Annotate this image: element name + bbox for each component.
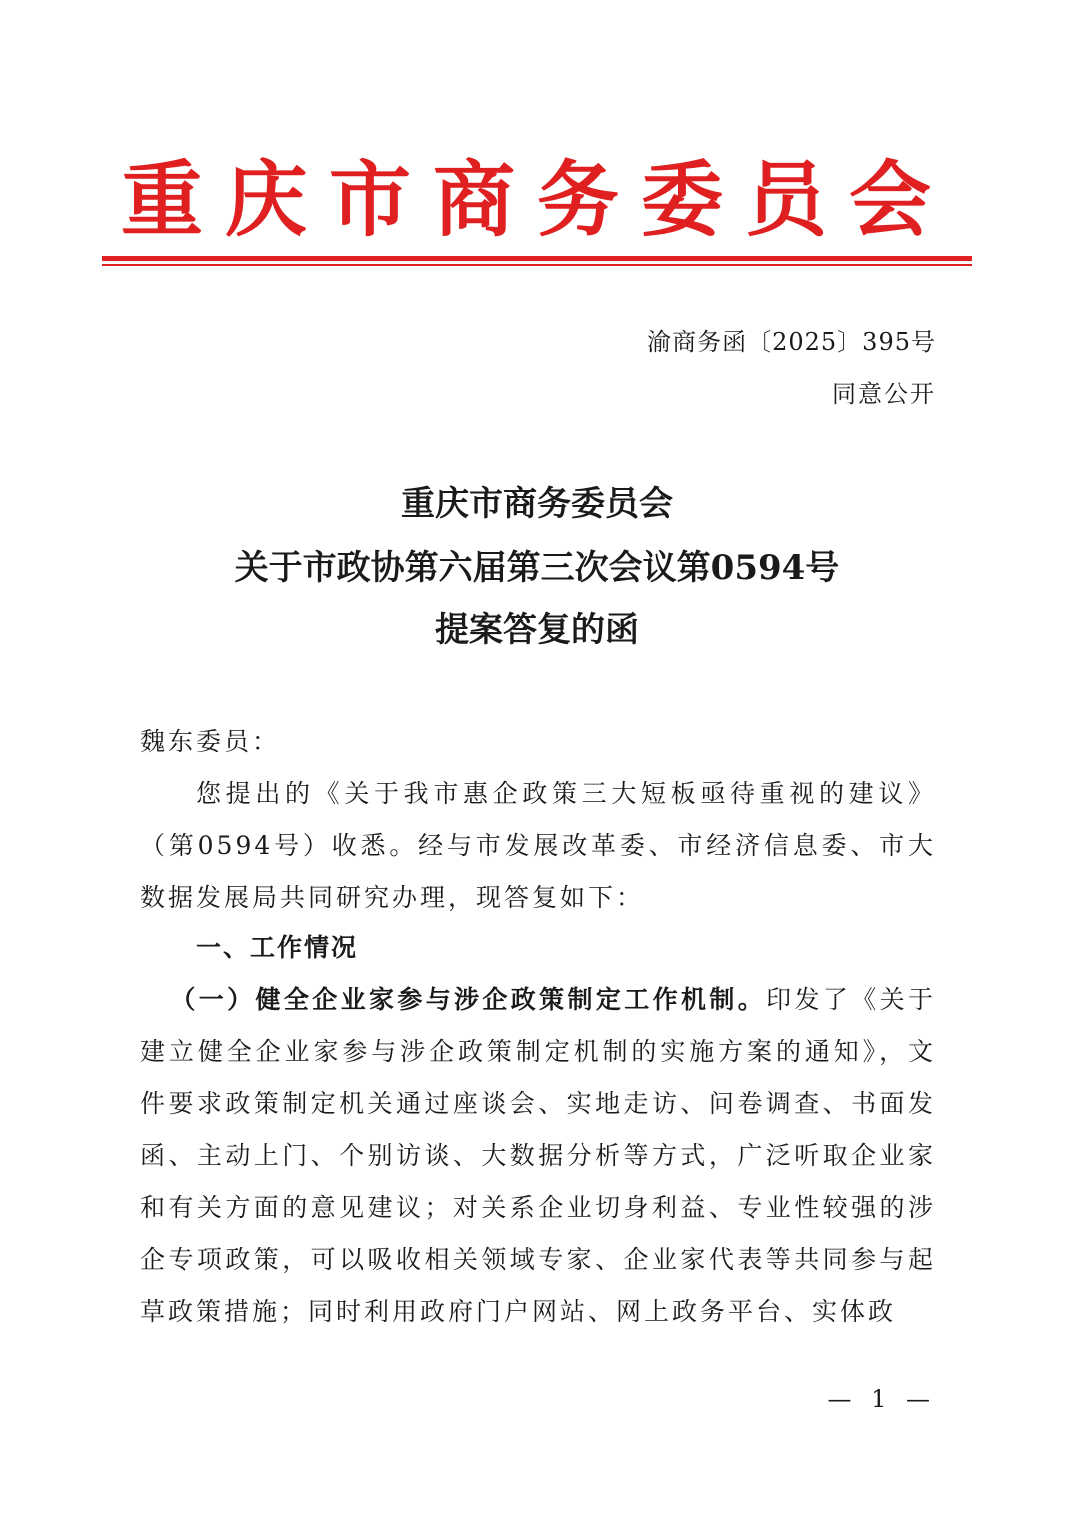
salutation: 魏东委员： [140, 727, 281, 756]
paragraph-mechanism [140, 974, 936, 1338]
document-title-line-2: 关于市政协第六届第三次会议第0594号 [234, 548, 840, 588]
page-number: — 1 — [827, 1385, 936, 1413]
document-title-line-1: 重庆市商务委员会 [401, 484, 673, 524]
paragraph-body: 印发了《关于建立健全企业家参与涉企政策制定机制的实施方案的通知》，文件要求政策制定机关通过座谈会、实地走访、问卷调查、书面发函、主动上门、个别访谈、大数据分析等方式，广泛听取企业家和有关方面的意见建议；对关系企业切身利益、专业性较强的涉企专项政策，可以吸收相关领域专家、企业家代表等共同参与起草政策措施；同时利用政府门户网站、网上政务平台、实体政 [140, 985, 936, 1326]
paragraph-subheading: （一）健全企业家参与涉企政策制定工作机制。 [170, 985, 767, 1014]
section-heading-work-status: 一、工作情况 [196, 933, 359, 962]
letterhead-red-rule-thick [102, 256, 972, 261]
paragraph-intro: 您提出的《关于我市惠企政策三大短板亟待重视的建议》（第0594号）收悉。经与市发展改革委、市经济信息委、市大数据发展局共同研究办理，现答复如下： [140, 779, 936, 912]
document-title-line-3: 提案答复的函 [435, 610, 639, 650]
letterhead-org-name: 重庆市商务委员会 [120, 152, 953, 248]
letterhead-red-rule-thin [102, 264, 972, 266]
document-number: 渝商务函〔2025〕395号 [647, 328, 936, 356]
openness-status: 同意公开 [832, 380, 936, 408]
